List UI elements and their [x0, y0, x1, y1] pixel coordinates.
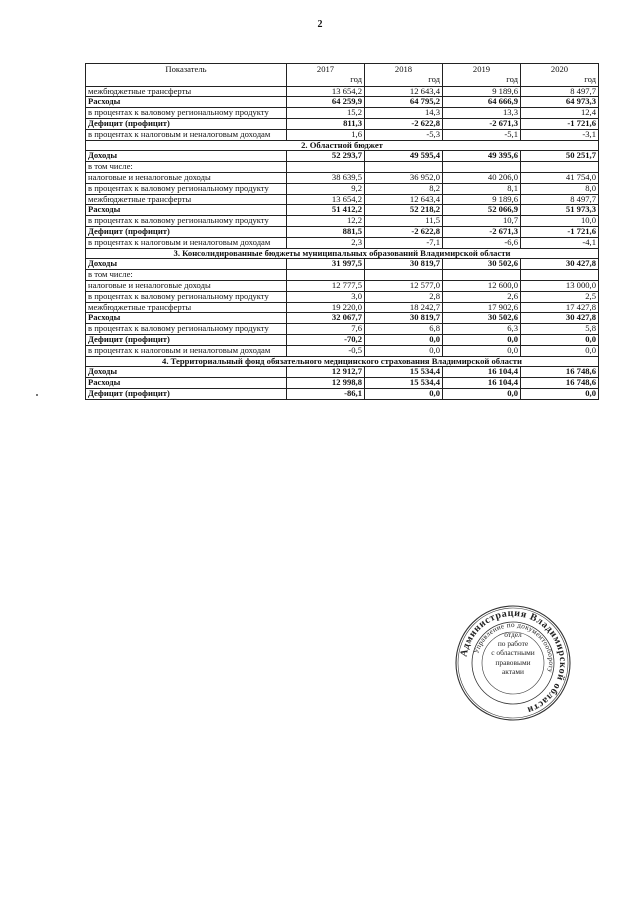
row-value: 52 066,9 — [443, 205, 521, 216]
row-value — [365, 270, 443, 281]
row-value: 19 220,0 — [287, 302, 365, 313]
budget-table — [85, 63, 599, 400]
row-value: -1 721,6 — [521, 226, 599, 237]
row-value: 18 242,7 — [365, 302, 443, 313]
row-label: в том числе: — [86, 162, 287, 173]
row-value: 13 654,2 — [287, 86, 365, 97]
table-row — [86, 378, 599, 389]
section-heading: 4. Территориальный фонд обязательного медицинского страхования Владимирской области — [86, 356, 599, 367]
header-year-unit: год — [584, 73, 596, 84]
header-year — [287, 64, 365, 87]
row-value: 64 666,9 — [443, 97, 521, 108]
row-value: 16 748,6 — [521, 367, 599, 378]
row-value: 13 000,0 — [521, 280, 599, 291]
row-value: 30 819,7 — [365, 313, 443, 324]
row-value: 13 654,2 — [287, 194, 365, 205]
section-heading-row — [86, 356, 599, 367]
stamp-line: актами — [501, 666, 524, 676]
row-value: 6,8 — [365, 324, 443, 335]
row-value: -70,2 — [287, 334, 365, 345]
row-label: в процентах к валовому региональному продукту — [86, 291, 287, 302]
row-value: 5,8 — [521, 324, 599, 335]
row-value: -2 622,8 — [365, 226, 443, 237]
table-row — [86, 291, 599, 302]
row-value: 64 795,2 — [365, 97, 443, 108]
table-row — [86, 388, 599, 399]
section-heading: 3. Консолидированные бюджеты муниципальных образований Владимирской области — [86, 248, 599, 259]
row-value: 12 577,0 — [365, 280, 443, 291]
row-value: 0,0 — [443, 345, 521, 356]
row-value: 8,2 — [365, 183, 443, 194]
header-year-value: 2017 — [316, 64, 335, 74]
table-row — [86, 216, 599, 227]
row-label: в процентах к налоговым и неналоговым доходам — [86, 129, 287, 140]
row-label: межбюджетные трансферты — [86, 86, 287, 97]
table-row — [86, 172, 599, 183]
table-row — [86, 205, 599, 216]
row-value: 0,0 — [365, 345, 443, 356]
row-value: 9 189,6 — [443, 86, 521, 97]
row-label: в том числе: — [86, 270, 287, 281]
header-year-value: 2018 — [394, 64, 413, 74]
row-value: 49 595,4 — [365, 151, 443, 162]
stamp-center-text — [479, 630, 547, 676]
row-value: -0,5 — [287, 345, 365, 356]
row-value: -7,1 — [365, 237, 443, 248]
table-row — [86, 324, 599, 335]
row-value: 0,0 — [365, 334, 443, 345]
header-year-value: 2020 — [550, 64, 569, 74]
row-value: 52 218,2 — [365, 205, 443, 216]
row-label: межбюджетные трансферты — [86, 194, 287, 205]
row-label: Дефицит (профицит) — [86, 334, 287, 345]
row-value — [443, 162, 521, 173]
table-row — [86, 194, 599, 205]
stamp-line: правовыми — [495, 657, 531, 667]
stamp-line: с областными — [491, 648, 535, 658]
row-value: 8 497,7 — [521, 86, 599, 97]
row-label: налоговые и неналоговые доходы — [86, 280, 287, 291]
row-value: 15 534,4 — [365, 378, 443, 389]
svg-text:Администрация Владимирской обл: Администрация Владимирской области — [458, 607, 569, 716]
row-value: -5,1 — [443, 129, 521, 140]
row-value: 3,0 — [287, 291, 365, 302]
row-value: 41 754,0 — [521, 172, 599, 183]
row-value: 17 902,6 — [443, 302, 521, 313]
row-label: в процентах к валовому региональному продукту — [86, 108, 287, 119]
row-label: Дефицит (профицит) — [86, 388, 287, 399]
header-year-unit: год — [428, 73, 440, 84]
row-value: -2 622,8 — [365, 118, 443, 129]
row-value: 2,5 — [521, 291, 599, 302]
row-value: 2,8 — [365, 291, 443, 302]
row-value: 8 497,7 — [521, 194, 599, 205]
row-value — [521, 270, 599, 281]
stamp-line: отдел — [504, 630, 522, 639]
table-row — [86, 129, 599, 140]
row-value: 11,5 — [365, 216, 443, 227]
table-row — [86, 97, 599, 108]
row-value: 9,2 — [287, 183, 365, 194]
row-value: 10,7 — [443, 216, 521, 227]
table-row — [86, 86, 599, 97]
table-row — [86, 162, 599, 173]
row-value: 0,0 — [365, 388, 443, 399]
row-value: 30 819,7 — [365, 259, 443, 270]
row-value: 12 643,4 — [365, 86, 443, 97]
row-value: 10,0 — [521, 216, 599, 227]
row-label: налоговые и неналоговые доходы — [86, 172, 287, 183]
row-value: 36 952,0 — [365, 172, 443, 183]
header-year — [443, 64, 521, 87]
row-label: Доходы — [86, 151, 287, 162]
row-value — [365, 162, 443, 173]
row-value: 51 412,2 — [287, 205, 365, 216]
table-row — [86, 183, 599, 194]
row-label: Доходы — [86, 367, 287, 378]
row-value: 811,3 — [287, 118, 365, 129]
row-label: Дефицит (профицит) — [86, 226, 287, 237]
row-value: 16 104,4 — [443, 367, 521, 378]
row-value: 9 189,6 — [443, 194, 521, 205]
row-value: 6,3 — [443, 324, 521, 335]
table-row — [86, 118, 599, 129]
row-label: в процентах к налоговым и неналоговым доходам — [86, 237, 287, 248]
row-value: 13,3 — [443, 108, 521, 119]
row-value: 16 104,4 — [443, 378, 521, 389]
row-value: -1 721,6 — [521, 118, 599, 129]
table-row — [86, 367, 599, 378]
row-value: 0,0 — [443, 334, 521, 345]
stamp-line: по работе — [497, 639, 529, 649]
scan-speck — [36, 394, 38, 396]
row-value: 2,6 — [443, 291, 521, 302]
header-year-unit: год — [350, 73, 362, 84]
row-value: 49 395,6 — [443, 151, 521, 162]
row-label: Расходы — [86, 313, 287, 324]
row-value: -2 671,3 — [443, 118, 521, 129]
header-year-unit: год — [506, 73, 518, 84]
row-value — [443, 270, 521, 281]
table-row — [86, 237, 599, 248]
page-number: 2 — [317, 19, 323, 30]
row-value: 30 427,8 — [521, 313, 599, 324]
table-row — [86, 302, 599, 313]
row-value — [287, 270, 365, 281]
row-value: 12 912,7 — [287, 367, 365, 378]
row-value: 8,1 — [443, 183, 521, 194]
row-value: -86,1 — [287, 388, 365, 399]
row-value: 64 973,3 — [521, 97, 599, 108]
row-value: 16 748,6 — [521, 378, 599, 389]
table-body — [86, 86, 599, 399]
row-value: -5,3 — [365, 129, 443, 140]
table-header-row — [86, 64, 599, 87]
row-label: в процентах к валовому региональному продукту — [86, 183, 287, 194]
header-year — [365, 64, 443, 87]
row-value: 50 251,7 — [521, 151, 599, 162]
row-value: 12,2 — [287, 216, 365, 227]
row-label: Дефицит (профицит) — [86, 118, 287, 129]
row-value: -4,1 — [521, 237, 599, 248]
table-row — [86, 345, 599, 356]
section-heading-row — [86, 248, 599, 259]
row-value: 51 973,3 — [521, 205, 599, 216]
row-value: 30 502,6 — [443, 313, 521, 324]
row-label: Расходы — [86, 97, 287, 108]
row-value: 15 534,4 — [365, 367, 443, 378]
row-value: 0,0 — [521, 334, 599, 345]
header-year — [521, 64, 599, 87]
row-value: 2,3 — [287, 237, 365, 248]
table-row — [86, 151, 599, 162]
table-row — [86, 280, 599, 291]
row-value: 0,0 — [521, 388, 599, 399]
row-label: в процентах к налоговым и неналоговым доходам — [86, 345, 287, 356]
table-row — [86, 313, 599, 324]
row-value: 30 502,6 — [443, 259, 521, 270]
row-label: межбюджетные трансферты — [86, 302, 287, 313]
row-value — [521, 162, 599, 173]
section-heading-row — [86, 140, 599, 151]
row-value: -2 671,3 — [443, 226, 521, 237]
row-label: Доходы — [86, 259, 287, 270]
row-value: 31 997,5 — [287, 259, 365, 270]
row-label: в процентах к валовому региональному продукту — [86, 324, 287, 335]
row-value: 881,5 — [287, 226, 365, 237]
row-value: 64 259,9 — [287, 97, 365, 108]
row-value: 52 293,7 — [287, 151, 365, 162]
row-label: Расходы — [86, 205, 287, 216]
row-value: 32 067,7 — [287, 313, 365, 324]
section-heading: 2. Областной бюджет — [86, 140, 599, 151]
row-value: -6,6 — [443, 237, 521, 248]
row-value: -3,1 — [521, 129, 599, 140]
row-value: 12 998,8 — [287, 378, 365, 389]
header-indicator: Показатель — [86, 64, 287, 87]
row-label: Расходы — [86, 378, 287, 389]
svg-text:Управление по документообороту: Управление по документообороту — [472, 620, 556, 674]
row-value: 38 639,5 — [287, 172, 365, 183]
row-label: в процентах к валовому региональному продукту — [86, 216, 287, 227]
row-value: 0,0 — [521, 345, 599, 356]
row-value: 1,6 — [287, 129, 365, 140]
row-value: 17 427,8 — [521, 302, 599, 313]
row-value: 15,2 — [287, 108, 365, 119]
official-stamp — [454, 604, 572, 722]
row-value: 8,0 — [521, 183, 599, 194]
row-value: 40 206,0 — [443, 172, 521, 183]
row-value: 12,4 — [521, 108, 599, 119]
row-value: 12 643,4 — [365, 194, 443, 205]
row-value — [287, 162, 365, 173]
row-value: 30 427,8 — [521, 259, 599, 270]
table-row — [86, 270, 599, 281]
table-row — [86, 334, 599, 345]
table-row — [86, 259, 599, 270]
row-value: 14,3 — [365, 108, 443, 119]
row-value: 12 600,0 — [443, 280, 521, 291]
row-value: 12 777,5 — [287, 280, 365, 291]
row-value: 0,0 — [443, 388, 521, 399]
table-row — [86, 226, 599, 237]
header-year-value: 2019 — [472, 64, 491, 74]
row-value: 7,6 — [287, 324, 365, 335]
table-row — [86, 108, 599, 119]
